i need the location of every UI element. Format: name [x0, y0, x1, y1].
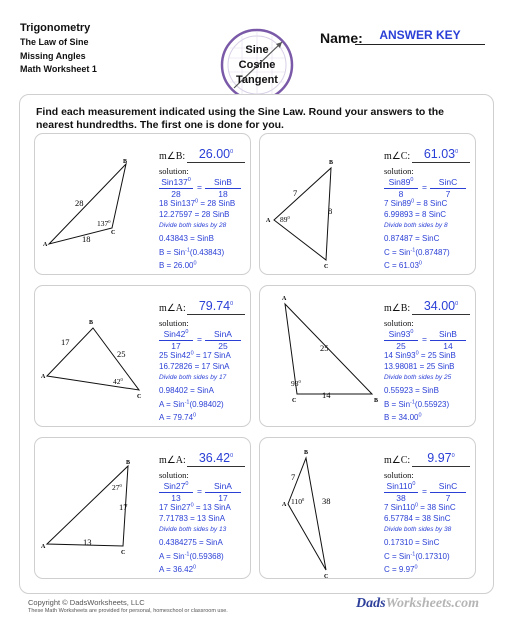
given-angle-value: 27: [112, 483, 120, 492]
step-text: A = Sin: [159, 399, 185, 409]
problem-card: [34, 133, 251, 275]
step-text: (0.43843): [189, 247, 225, 257]
vertex-label-b: B: [329, 160, 334, 166]
side-length-label: 14: [322, 390, 331, 400]
vertex-label-c: C: [292, 398, 297, 404]
worksheet-header: [20, 21, 97, 77]
vertex-label-c: C: [137, 394, 142, 400]
step-text: = 8 SinC: [414, 199, 448, 208]
sine-law-proportion: [384, 329, 470, 351]
cross-multiply-step: [159, 351, 245, 362]
equals-sign: =: [422, 182, 427, 192]
measure-label: [159, 303, 186, 314]
answer-block: [159, 147, 245, 272]
side-length-label: 25: [320, 343, 329, 353]
angle-name: B: [175, 151, 183, 162]
given-angle-value: 93: [291, 379, 299, 388]
degree-mark: 0: [185, 329, 189, 336]
angle-symbol: m∠: [159, 455, 176, 466]
step-text: (0.59368): [189, 551, 224, 561]
given-angle-value: 110: [291, 497, 302, 506]
side-length-label: 7: [293, 188, 298, 198]
evaluate-step: 6.99893 = 8 SinC: [384, 209, 447, 219]
degree-mark: 0: [120, 377, 123, 382]
vertex-label-b: B: [123, 159, 128, 165]
brand-main: Dads: [356, 596, 386, 611]
degree-mark: 0: [287, 215, 290, 220]
step-text: B = Sin: [384, 399, 411, 409]
left-numerator-text: Sin89: [388, 177, 411, 187]
inverse-mark: -1: [410, 246, 416, 253]
cross-multiply-step: [384, 199, 470, 210]
final-answer-step: [384, 261, 470, 272]
vertex-label-c: C: [324, 574, 329, 580]
answer-field[interactable]: [412, 299, 470, 315]
left-numerator-text: Sin42: [163, 329, 186, 339]
logo-word-cosine: Cosine: [238, 59, 276, 71]
left-numerator: [384, 177, 418, 187]
angle-symbol: m∠: [384, 303, 401, 314]
triangle-shape: [47, 466, 128, 546]
step-text: = 28 SinB: [198, 199, 236, 208]
step-text: C = 61.03: [384, 261, 419, 270]
degree-mark: 0: [193, 260, 197, 267]
side-length-label: 7: [291, 472, 296, 482]
colon: :: [182, 151, 186, 162]
sine-law-proportion: [384, 177, 470, 199]
inverse-sine-step: [159, 248, 245, 259]
degree-mark: 0: [418, 260, 422, 267]
answer-field[interactable]: [412, 451, 470, 467]
triangle-diagram: [35, 438, 159, 580]
solution-label: solution:: [159, 166, 189, 176]
left-numerator-text: Sin110: [386, 481, 413, 491]
worksheet-subtitle-1: The Law of Sine: [20, 37, 89, 47]
right-denominator: 18: [205, 188, 241, 199]
step-text: B = 34.00: [384, 413, 419, 422]
problem-card: [259, 437, 476, 579]
sine-value-step: 0.4384275 = SinA: [159, 538, 223, 547]
step-text: A = 36.42: [159, 565, 194, 574]
degree-mark: 0: [411, 198, 415, 205]
cross-multiply-step: [159, 503, 245, 514]
step-text: 14 Sin93: [384, 351, 416, 360]
left-numerator: [159, 329, 193, 339]
given-angle-label: [291, 497, 305, 506]
given-angle-label: [112, 483, 123, 492]
measure-label: [159, 455, 186, 466]
footer: [28, 598, 228, 616]
step-text: B = 26.00: [159, 261, 194, 270]
side-length-label: 13: [83, 537, 92, 547]
side-length-label: 25: [117, 349, 126, 359]
degree-mark: 0: [298, 379, 301, 384]
step-text: = 17 SinA: [193, 351, 231, 360]
vertex-label-a: A: [43, 242, 48, 248]
sine-law-proportion: [384, 481, 470, 503]
triangle-shape: [274, 168, 331, 260]
sine-cosine-tangent-logo: [220, 28, 294, 102]
left-numerator: [159, 481, 193, 491]
worksheet-subtitle-2: Missing Angles: [20, 50, 86, 61]
given-angle-label: [113, 377, 124, 386]
answer-field[interactable]: [412, 147, 470, 163]
degree-mark: 0: [301, 497, 305, 502]
step-text: C = 9.97: [384, 565, 415, 574]
left-denominator: 28: [159, 188, 193, 199]
side-length-label: 17: [61, 337, 70, 347]
answer-block: [384, 299, 470, 424]
inverse-mark: -1: [184, 550, 190, 557]
degree-mark: 0: [190, 502, 194, 509]
sine-value-step: 0.55923 = SinB: [384, 386, 439, 395]
vertex-label-c: C: [324, 264, 329, 270]
angle-symbol: m∠: [384, 151, 401, 162]
solution-label: solution:: [384, 166, 414, 176]
sine-law-proportion: [159, 329, 245, 351]
sine-value-step: 0.43843 = SinB: [159, 234, 214, 243]
solution-label: solution:: [384, 318, 414, 328]
dadsworksheets-logo[interactable]: [356, 596, 479, 612]
right-denominator: 14: [430, 340, 466, 351]
angle-symbol: m∠: [159, 151, 176, 162]
angle-name: A: [175, 455, 183, 466]
degree-mark: 0: [193, 412, 197, 419]
divide-note: Divide both sides by 25: [384, 374, 452, 381]
solution-label: solution:: [159, 318, 189, 328]
divide-note: Divide both sides by 17: [159, 374, 227, 381]
degree-mark: 0: [455, 300, 459, 307]
left-numerator: [384, 329, 418, 339]
measure-label: [384, 455, 410, 466]
angle-symbol: m∠: [384, 455, 401, 466]
left-numerator-text: Sin137: [161, 177, 188, 187]
measure-label: [384, 151, 410, 162]
sine-law-proportion: [159, 177, 245, 199]
copyright-text: Copyright © DadsWorksheets, LLC: [28, 598, 145, 607]
inverse-sine-step: [159, 400, 245, 411]
given-angle-value: 42: [113, 377, 121, 386]
degree-mark: 0: [230, 300, 234, 307]
left-denominator: 13: [159, 492, 193, 503]
angle-name: B: [400, 303, 408, 314]
degree-mark: 0: [412, 481, 416, 488]
colon: :: [407, 303, 411, 314]
vertex-label-a: A: [41, 374, 46, 380]
right-numerator: SinA: [214, 481, 232, 491]
right-denominator: 7: [430, 492, 466, 503]
measure-label: [384, 303, 410, 314]
vertex-label-b: B: [304, 450, 309, 456]
vertex-label-c: C: [121, 550, 126, 556]
measure-row: [384, 299, 470, 315]
sine-value-step: 0.87487 = SinC: [384, 234, 440, 243]
usage-disclaimer: These Math Worksheets are provided for personal, homeschool or classroom use.: [28, 608, 228, 614]
solution-label: solution:: [384, 470, 414, 480]
vertex-label-b: B: [374, 398, 379, 404]
step-text: (0.87487): [415, 247, 450, 257]
vertex-label-c: C: [111, 230, 116, 236]
divide-note: Divide both sides by 8: [384, 222, 448, 229]
answer-field[interactable]: [187, 451, 245, 467]
triangle-diagram: [260, 134, 384, 276]
right-numerator: SinB: [214, 177, 232, 187]
degree-mark: 0: [418, 412, 422, 419]
triangle-diagram: [35, 134, 159, 276]
step-text: 18 Sin137: [159, 199, 196, 208]
inverse-sine-step: [384, 552, 470, 563]
colon: :: [182, 303, 186, 314]
evaluate-step: 7.71783 = 13 SinA: [159, 513, 226, 523]
step-text: B = Sin: [159, 247, 186, 257]
evaluate-step: 6.57784 = 38 SinC: [384, 513, 451, 523]
degree-mark: 0: [230, 452, 234, 459]
answer-value: 36.42: [198, 451, 231, 465]
right-denominator: 25: [205, 340, 241, 351]
name-field[interactable]: ANSWER KEY: [355, 28, 485, 45]
inverse-mark: -1: [410, 398, 415, 405]
answer-block: [159, 451, 245, 576]
left-numerator-text: Sin93: [388, 329, 411, 339]
divide-note: Divide both sides by 13: [159, 526, 227, 533]
right-denominator: 17: [205, 492, 241, 503]
measure-row: [384, 451, 470, 467]
step-text: C = Sin: [384, 247, 411, 257]
equals-sign: =: [197, 486, 202, 496]
answer-block: [159, 299, 245, 424]
given-angle-value: 89: [280, 215, 288, 224]
vertex-label-a: A: [266, 218, 271, 224]
degree-mark: 0: [415, 350, 419, 357]
vertex-label-b: B: [89, 320, 94, 326]
colon: :: [407, 455, 411, 466]
evaluate-step: 13.98081 = 25 SinB: [384, 361, 455, 371]
right-numerator: SinC: [438, 177, 458, 187]
vertex-label-a: A: [282, 296, 287, 302]
problem-card: [259, 285, 476, 427]
equals-sign: =: [422, 486, 427, 496]
equals-sign: =: [197, 182, 202, 192]
angle-symbol: m∠: [159, 303, 176, 314]
brand-rest: Worksheets.com: [385, 596, 480, 611]
degree-mark: 0: [414, 564, 418, 571]
step-text: C = Sin: [384, 551, 411, 561]
equals-sign: =: [422, 334, 427, 344]
step-text: 7 Sin110: [384, 503, 415, 512]
inverse-mark: -1: [410, 550, 416, 557]
degree-mark: 0: [451, 452, 455, 459]
problem-card: [259, 133, 476, 275]
degree-mark: 0: [455, 148, 459, 155]
given-angle-value: 137: [97, 219, 109, 228]
right-numerator: SinB: [439, 329, 457, 339]
degree-mark: 0: [415, 502, 419, 509]
degree-mark: 0: [410, 329, 414, 336]
degree-mark: 0: [230, 148, 234, 155]
answer-field[interactable]: [187, 147, 245, 163]
right-numerator: SinC: [438, 481, 458, 491]
problem-card: [34, 285, 251, 427]
left-denominator: 17: [159, 340, 193, 351]
degree-mark: 0: [187, 177, 191, 184]
cross-multiply-step: [384, 503, 470, 514]
evaluate-step: 12.27597 = 28 SinB: [159, 209, 230, 219]
side-length-label: 18: [82, 234, 91, 244]
left-denominator: 8: [384, 188, 418, 199]
degree-mark: 0: [108, 219, 111, 224]
final-answer-step: [384, 413, 470, 424]
angle-name: C: [400, 455, 408, 466]
final-answer-step: [159, 261, 245, 272]
cross-multiply-step: [159, 199, 245, 210]
side-length-label: 8: [328, 206, 333, 216]
triangle-diagram: [260, 286, 384, 428]
measure-row: [384, 147, 470, 163]
degree-mark: 0: [193, 564, 197, 571]
answer-value: 61.03: [423, 147, 456, 161]
step-text: 17 Sin27: [159, 503, 191, 512]
sine-value-step: 0.98402 = SinA: [159, 386, 214, 395]
step-text: (0.98402): [189, 399, 224, 409]
step-text: = 25 SinB: [418, 351, 456, 360]
measure-label: [159, 151, 185, 162]
answer-block: [384, 147, 470, 272]
colon: :: [182, 455, 186, 466]
right-numerator: SinA: [214, 329, 232, 339]
step-text: (0.55923): [414, 399, 450, 409]
problem-card: [34, 437, 251, 579]
side-length-label: 17: [119, 502, 128, 512]
logo-word-sine: Sine: [245, 44, 269, 56]
side-length-label: 28: [75, 198, 84, 208]
sine-law-proportion: [159, 481, 245, 503]
degree-mark: 0: [410, 177, 414, 184]
degree-mark: 0: [185, 481, 189, 488]
instructions: Find each measurement indicated using the Sine Law. Round your answers to the nearest hundredths. The first one is done for you.: [36, 106, 445, 131]
evaluate-step: 16.72826 = 17 SinA: [159, 361, 230, 371]
angle-name: A: [175, 303, 183, 314]
degree-mark: 0: [119, 483, 122, 488]
inverse-mark: -1: [185, 246, 190, 253]
inverse-mark: -1: [184, 398, 190, 405]
triangle-diagram: [35, 286, 159, 428]
logo-word-tangent: Tangent: [236, 74, 278, 86]
sine-value-step: 0.17310 = SinC: [384, 538, 440, 547]
measure-row: [159, 147, 245, 163]
given-angle-label: [291, 379, 302, 388]
right-denominator: 7: [430, 188, 466, 199]
final-answer-step: [159, 565, 245, 576]
answer-field[interactable]: [187, 299, 245, 315]
degree-mark: 0: [195, 198, 199, 205]
inverse-sine-step: [384, 400, 470, 411]
step-text: (0.17310): [415, 551, 450, 561]
degree-mark: 0: [190, 350, 194, 357]
answer-block: [384, 451, 470, 576]
colon: :: [407, 151, 411, 162]
triangle-diagram: [260, 438, 384, 580]
given-angle-label: [280, 215, 291, 224]
cross-multiply-step: [384, 351, 470, 362]
vertex-label-a: A: [282, 502, 287, 508]
solution-label: solution:: [159, 470, 189, 480]
given-angle-label: [97, 219, 111, 228]
answer-value: 9.97: [427, 451, 452, 465]
divide-note: Divide both sides by 28: [159, 222, 227, 229]
equals-sign: =: [197, 334, 202, 344]
step-text: A = 79.74: [159, 413, 194, 422]
inverse-sine-step: [384, 248, 470, 259]
final-answer-step: [159, 413, 245, 424]
step-text: 25 Sin42: [159, 351, 191, 360]
side-length-label: 38: [322, 496, 331, 506]
step-text: = 38 SinC: [418, 503, 456, 512]
left-denominator: 38: [384, 492, 418, 503]
angle-name: C: [400, 151, 408, 162]
vertex-label-b: B: [126, 460, 131, 466]
answer-value: 79.74: [198, 299, 231, 313]
worksheet-title: Trigonometry: [20, 22, 91, 34]
worksheet-subtitle-3: Math Worksheet 1: [20, 64, 97, 74]
answer-value: 26.00: [198, 147, 231, 161]
step-text: = 13 SinA: [193, 503, 231, 512]
name-label: Name:: [320, 30, 363, 46]
answer-value: 34.00: [423, 299, 456, 313]
inverse-sine-step: [159, 552, 245, 563]
left-denominator: 25: [384, 340, 418, 351]
left-numerator: [384, 481, 418, 491]
vertex-label-a: A: [41, 544, 46, 550]
measure-row: [159, 451, 245, 467]
left-numerator: [159, 177, 193, 187]
measure-row: [159, 299, 245, 315]
left-numerator-text: Sin27: [163, 481, 186, 491]
step-text: A = Sin: [159, 551, 185, 561]
step-text: 7 Sin89: [384, 199, 412, 208]
divide-note: Divide both sides by 38: [384, 526, 452, 533]
final-answer-step: [384, 565, 470, 576]
